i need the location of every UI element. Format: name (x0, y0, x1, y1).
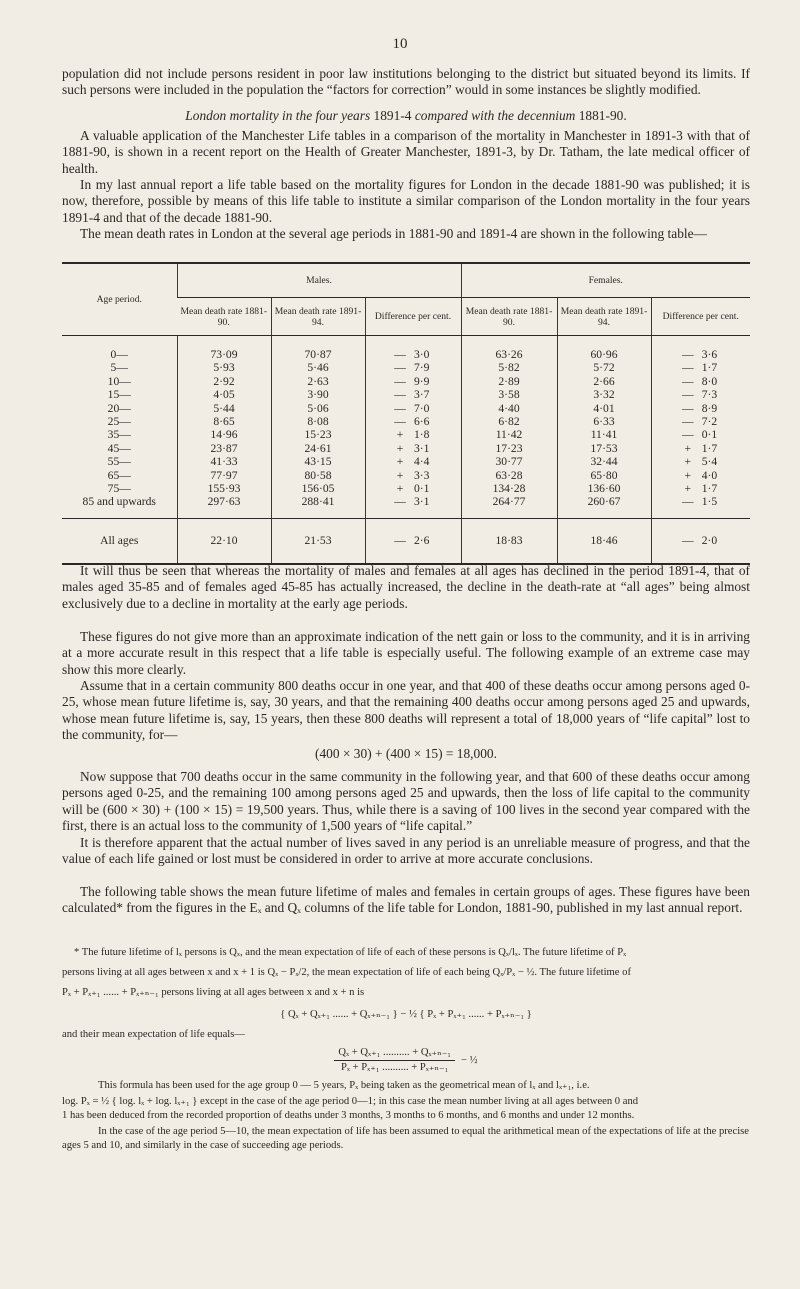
difference-cell (365, 455, 461, 468)
male-diff-value: 0·1 (414, 482, 430, 496)
paragraph-life-table (62, 177, 750, 226)
female-rate-1891: 32·44 (557, 455, 651, 468)
section-title-years-b: 1881-90. (578, 108, 627, 123)
intro-paragraph (62, 66, 750, 99)
age-period: 45— (107, 441, 131, 455)
section-title-mid: compared with the decennium (414, 108, 576, 123)
footnote-formula-1: { Qₓ + Qₓ₊₁ ...... + Qₓ₊ₙ₋₁ } − ½ { Pₓ + Pₓ₊₁ ...... + Pₓ₊ₙ₋₁ } (280, 1009, 532, 1020)
paragraph-suppose (62, 769, 750, 834)
male-rate-1891: 21·53 (271, 518, 365, 564)
difference-cell (365, 388, 461, 401)
difference-cell (365, 428, 461, 441)
age-period: 10— (107, 374, 131, 388)
age-period: 35— (107, 428, 131, 442)
difference-cell (365, 482, 461, 495)
difference-cell (651, 388, 750, 401)
paragraph-text: Assume that in a certain community 800 deaths occur in one year, and that 400 of these deaths occur among persons aged 0-25, whose mean future lifetime is, say, 30 years, and that the remaining 400 deaths occur among persons aged 25 and upwards, whose mean future lifetime is, say, 15 years, then these 800 deaths will represent a total of 18,000 years of “life capital” lost to the community, for— (62, 678, 750, 742)
intro-text: population did not include persons resident in poor law institutions belonging to the district but situated beyond its limits. If such persons were included in the population the “factors for correction” would in some instances be slightly modified. (62, 66, 750, 98)
female-diff-value: 7·2 (701, 415, 718, 429)
female-rate-1881: 5·82 (461, 361, 557, 374)
table-row (62, 495, 750, 518)
female-rate-1891: 260·67 (557, 495, 651, 518)
fraction-numerator: Qₓ + Qₓ₊₁ .......... + Qₓ₊ₙ₋₁ (334, 1046, 455, 1061)
male-diff-sign: — (394, 495, 406, 509)
table-row (62, 469, 750, 482)
difference-cell (365, 402, 461, 415)
paragraph-text: The following table shows the mean future lifetime of males and females in certain groups of ages. These figures have been calculated* from the figures in the Eₓ and Qₓ columns of the life table for London, 1881-90, published in my last annual report. (62, 884, 750, 916)
male-diff-sign: — (394, 361, 406, 375)
female-rate-1891: 4·01 (557, 402, 651, 415)
female-diff-sign: — (681, 428, 694, 442)
difference-cell (651, 442, 750, 455)
female-rate-1891: 65·80 (557, 469, 651, 482)
paragraph-text: Now suppose that 700 deaths occur in the same community in the following year, and that 600 of these deaths occur among persons aged 0-25, and the remaining 100 among persons aged 25 and upwards, then the loss of life capital to the community will be (600 × 30) + (100 × 15) = 19,500 years. Thus, while there is a saving of 100 lives in the second year compared with the first, there is an actual loss to the community of 1,500 years of “life capital.” (62, 769, 750, 833)
difference-cell (365, 442, 461, 455)
male-diff-value: 4·4 (414, 455, 430, 469)
male-rate-1881: 22·10 (177, 518, 271, 564)
difference-cell (651, 375, 750, 388)
difference-cell (651, 469, 750, 482)
age-period: 25— (107, 415, 131, 429)
female-rate-1881: 63·26 (461, 336, 557, 362)
male-rate-1891: 8·08 (271, 415, 365, 428)
female-diff-value: 8·0 (701, 374, 718, 388)
male-rate-1891: 43·15 (271, 455, 365, 468)
table-header-row (62, 263, 750, 298)
male-rate-1891: 24·61 (271, 442, 365, 455)
male-diff-sign: — (394, 388, 406, 402)
female-diff-sign: + (684, 441, 692, 455)
male-diff-sign: — (394, 415, 406, 429)
footnote-line-1: * The future lifetime of lₓ persons is Qₓ, and the mean expectation of life of each of these persons is Qₓ/lₓ. The future lifetime of Pₓ (74, 947, 627, 958)
female-mean-1881-header: Mean death rate 1881-90. (461, 298, 557, 336)
difference-cell (651, 482, 750, 495)
difference-cell (651, 518, 750, 564)
female-rate-1881: 134·28 (461, 482, 557, 495)
male-rate-1881: 41·33 (177, 455, 271, 468)
male-diff-value: 6·6 (414, 415, 430, 429)
section-title-italic: London mortality in the four years (185, 108, 371, 123)
female-diff-value: 4·0 (701, 468, 718, 482)
female-diff-value: 1·7 (701, 441, 718, 455)
footnote-line-10: In the case of the age period 5—10, the mean expectation of life has been assumed to equal the arithmetical mean of the expectations of life at the precise ages 5 and 10, and similarly in the case of succeeding age periods. (62, 1126, 749, 1151)
footnote-line-3: Pₓ + Pₓ₊₁ ...... + Pₓ₊ₙ₋₁ persons living at all ages between x and x + n is (62, 987, 365, 998)
female-diff-value: 3·6 (701, 348, 718, 361)
male-diff-sign: + (396, 428, 404, 442)
age-period: 15— (107, 388, 131, 402)
male-diff-value: 3·3 (414, 468, 430, 482)
female-difference-header: Difference per cent. (651, 298, 750, 336)
paragraph-text: The mean death rates in London at the several age periods in 1881-90 and 1891-4 are shown in the following table— (80, 226, 707, 241)
male-diff-value: 3·1 (414, 441, 430, 455)
female-diff-sign: — (681, 388, 694, 402)
male-mean-1881-header: Mean death rate 1881-90. (177, 298, 271, 336)
male-diff-value: 1·8 (414, 428, 430, 442)
female-diff-sign: — (681, 374, 694, 388)
table-row (62, 402, 750, 415)
footnote-line-8: log. Pₓ = ½ { log. lₓ + log. lₓ₊₁ } except in the case of the age period 0—1; in this case the mean number living at all ages between 0 and (62, 1096, 639, 1107)
male-diff-value: 3·0 (414, 348, 430, 361)
fraction-denominator: Pₓ + Pₓ₊₁ .......... + Pₓ₊ₙ₋₁ (341, 1062, 449, 1073)
male-rate-1891: 5·06 (271, 402, 365, 415)
female-diff-sign: — (681, 401, 694, 415)
male-diff-sign: — (394, 348, 406, 361)
male-diff-value: 2·6 (414, 534, 430, 548)
table-row (62, 375, 750, 388)
male-diff-sign: — (394, 401, 406, 415)
age-period: 55— (107, 455, 131, 469)
fraction-tail: − ½ (461, 1054, 478, 1066)
age-period: 5— (110, 361, 128, 375)
female-rate-1891: 136·60 (557, 482, 651, 495)
female-rate-1891: 18·46 (557, 518, 651, 564)
female-rate-1881: 2·89 (461, 375, 557, 388)
female-diff-sign: — (681, 361, 694, 375)
female-diff-sign: + (684, 468, 692, 482)
difference-cell (365, 495, 461, 518)
difference-cell (651, 402, 750, 415)
footnote-line-2: persons living at all ages between x and x + 1 is Qₓ − Pₓ/2, the mean expectation of life of each being Qₓ/Pₓ − ½. The future lifetime of (62, 967, 631, 978)
age-period: 0— (110, 348, 128, 361)
female-diff-value: 7·3 (701, 388, 718, 402)
female-diff-value: 0·1 (701, 428, 718, 442)
difference-cell (365, 336, 461, 362)
table-row (62, 388, 750, 401)
male-rate-1891: 156·05 (271, 482, 365, 495)
female-mean-1891-header: Mean death rate 1891-94. (557, 298, 651, 336)
male-diff-value: 3·7 (414, 388, 430, 402)
table-row (62, 482, 750, 495)
difference-cell (365, 469, 461, 482)
age-period: 65— (107, 468, 131, 482)
female-diff-sign: + (684, 455, 692, 469)
male-rate-1881: 23·87 (177, 442, 271, 455)
female-diff-value: 1·7 (701, 482, 718, 496)
male-rate-1881: 14·96 (177, 428, 271, 441)
male-mean-1891-header: Mean death rate 1891-94. (271, 298, 365, 336)
female-diff-value: 2·0 (701, 534, 718, 548)
table-row (62, 415, 750, 428)
all-ages-row (62, 518, 750, 564)
female-diff-sign: — (681, 348, 694, 361)
table-row (62, 361, 750, 374)
age-period: 85 and upwards (82, 495, 156, 509)
paragraph-apparent (62, 835, 750, 868)
male-rate-1881: 5·44 (177, 402, 271, 415)
footnote-line-5: and their mean expectation of life equals— (62, 1029, 245, 1040)
male-diff-sign: + (396, 468, 404, 482)
difference-cell (651, 428, 750, 441)
female-diff-sign: — (681, 415, 694, 429)
female-rate-1891: 11·41 (557, 428, 651, 441)
male-rate-1891: 70·87 (271, 336, 365, 362)
male-rate-1881: 5·93 (177, 361, 271, 374)
male-diff-value: 9·9 (414, 374, 430, 388)
female-rate-1881: 18·83 (461, 518, 557, 564)
footnote (62, 946, 750, 1153)
female-diff-sign: + (684, 482, 692, 496)
page-number: 10 (392, 36, 408, 52)
female-diff-value: 1·5 (701, 495, 718, 509)
female-diff-value: 5·4 (701, 455, 718, 469)
female-diff-sign: — (681, 495, 694, 509)
age-period: 20— (107, 401, 131, 415)
difference-cell (651, 455, 750, 468)
female-rate-1891: 2·66 (557, 375, 651, 388)
female-rate-1881: 264·77 (461, 495, 557, 518)
female-rate-1891: 60·96 (557, 336, 651, 362)
female-rate-1891: 5·72 (557, 361, 651, 374)
section-title (62, 108, 750, 124)
difference-cell (651, 361, 750, 374)
female-rate-1891: 3·32 (557, 388, 651, 401)
male-diff-sign: + (396, 455, 404, 469)
age-period: 75— (107, 482, 131, 496)
difference-cell (365, 518, 461, 564)
male-rate-1891: 288·41 (271, 495, 365, 518)
table-row (62, 442, 750, 455)
paragraph-conclusion (62, 563, 750, 612)
table-row (62, 336, 750, 362)
table-row (62, 455, 750, 468)
female-rate-1881: 4·40 (461, 402, 557, 415)
male-diff-sign: — (394, 534, 406, 548)
male-rate-1881: 77·97 (177, 469, 271, 482)
female-rate-1881: 11·42 (461, 428, 557, 441)
difference-cell (365, 361, 461, 374)
table-row (62, 428, 750, 441)
paragraph-approximate (62, 629, 750, 678)
footnote-fraction (62, 1046, 750, 1075)
difference-cell (651, 336, 750, 362)
female-rate-1881: 63·28 (461, 469, 557, 482)
paragraph-future-lifetime (62, 884, 750, 917)
male-rate-1881: 155·93 (177, 482, 271, 495)
male-diff-value: 7·0 (414, 401, 430, 415)
male-rate-1891: 15·23 (271, 428, 365, 441)
females-header: Females. (461, 263, 750, 298)
male-rate-1881: 73·09 (177, 336, 271, 362)
difference-cell (365, 415, 461, 428)
difference-cell (651, 415, 750, 428)
paragraph-text: It is therefore apparent that the actual number of lives saved in any period is an unreliable measure of progress, and that the value of each life gained or lost must be considered in order to arrive at more accurate conclusions. (62, 835, 750, 867)
male-rate-1881: 4·05 (177, 388, 271, 401)
footnote-line-9: 1 has been deduced from the recorded proportion of deaths under 3 months, 3 months to 6 months, and 6 months and under 12 months. (62, 1110, 635, 1121)
male-rate-1881: 2·92 (177, 375, 271, 388)
female-rate-1881: 30·77 (461, 455, 557, 468)
female-diff-value: 8·9 (701, 401, 718, 415)
female-rate-1891: 17·53 (557, 442, 651, 455)
male-rate-1891: 80·58 (271, 469, 365, 482)
paragraph-text: A valuable application of the Manchester Life tables in a comparison of the mortality in Manchester in 1891-3 with that of 1881-90, is shown in a recent report on the Health of Greater Manchester, 1891-3, by Dr. Tatham, the late medical officer of health. (62, 128, 750, 176)
equation-text: (400 × 30) + (400 × 15) = 18,000. (315, 746, 497, 761)
female-diff-sign: — (681, 534, 694, 548)
male-rate-1881: 297·63 (177, 495, 271, 518)
difference-cell (651, 495, 750, 518)
female-rate-1881: 6·82 (461, 415, 557, 428)
paragraph-text: It will thus be seen that whereas the mortality of males and females at all ages has declined in the period 1891-4, that of males aged 35-85 and of females aged 45-85 has actually increased, the decline in the death-rate at “all ages” being almost exclusively due to a decline in mortality at the early age periods. (62, 563, 750, 611)
male-diff-sign: + (396, 441, 404, 455)
male-difference-header: Difference per cent. (365, 298, 461, 336)
males-header: Males. (177, 263, 461, 298)
paragraph-table-intro (62, 226, 750, 242)
footnote-line-7: This formula has been used for the age group 0 — 5 years, Pₓ being taken as the geometrical mean of lₓ and lₓ₊₁, i.e. (98, 1080, 590, 1091)
male-rate-1891: 3·90 (271, 388, 365, 401)
paragraph-text: In my last annual report a life table based on the mortality figures for London in the decade 1881-90 was published; it is now, therefore, possible by means of this life table to institute a similar comparison of the London mortality in the four years 1891-4 and that of the decade 1881-90. (62, 177, 750, 225)
female-diff-value: 1·7 (701, 361, 718, 375)
male-diff-value: 3·1 (414, 495, 430, 509)
male-diff-sign: — (394, 374, 406, 388)
male-diff-value: 7·9 (414, 361, 430, 375)
table-body (62, 336, 750, 564)
male-rate-1891: 5·46 (271, 361, 365, 374)
male-diff-sign: + (396, 482, 404, 496)
section-title-years-a: 1891-4 (373, 108, 412, 123)
female-rate-1881: 3·58 (461, 388, 557, 401)
paragraph-text: These figures do not give more than an approximate indication of the nett gain or loss to the community, and it is in arriving at a more accurate result in this respect that a life table is especially useful. The following example of an extreme case may show this more clearly. (62, 629, 750, 677)
paragraph-manchester (62, 128, 750, 177)
female-rate-1891: 6·33 (557, 415, 651, 428)
age-period-header: Age period. (62, 263, 177, 336)
difference-cell (365, 375, 461, 388)
female-rate-1881: 17·23 (461, 442, 557, 455)
age-period: All ages (62, 518, 177, 564)
paragraph-example (62, 678, 750, 743)
mortality-table (62, 262, 750, 565)
male-rate-1881: 8·65 (177, 415, 271, 428)
equation-18000 (62, 746, 750, 762)
male-rate-1891: 2·63 (271, 375, 365, 388)
